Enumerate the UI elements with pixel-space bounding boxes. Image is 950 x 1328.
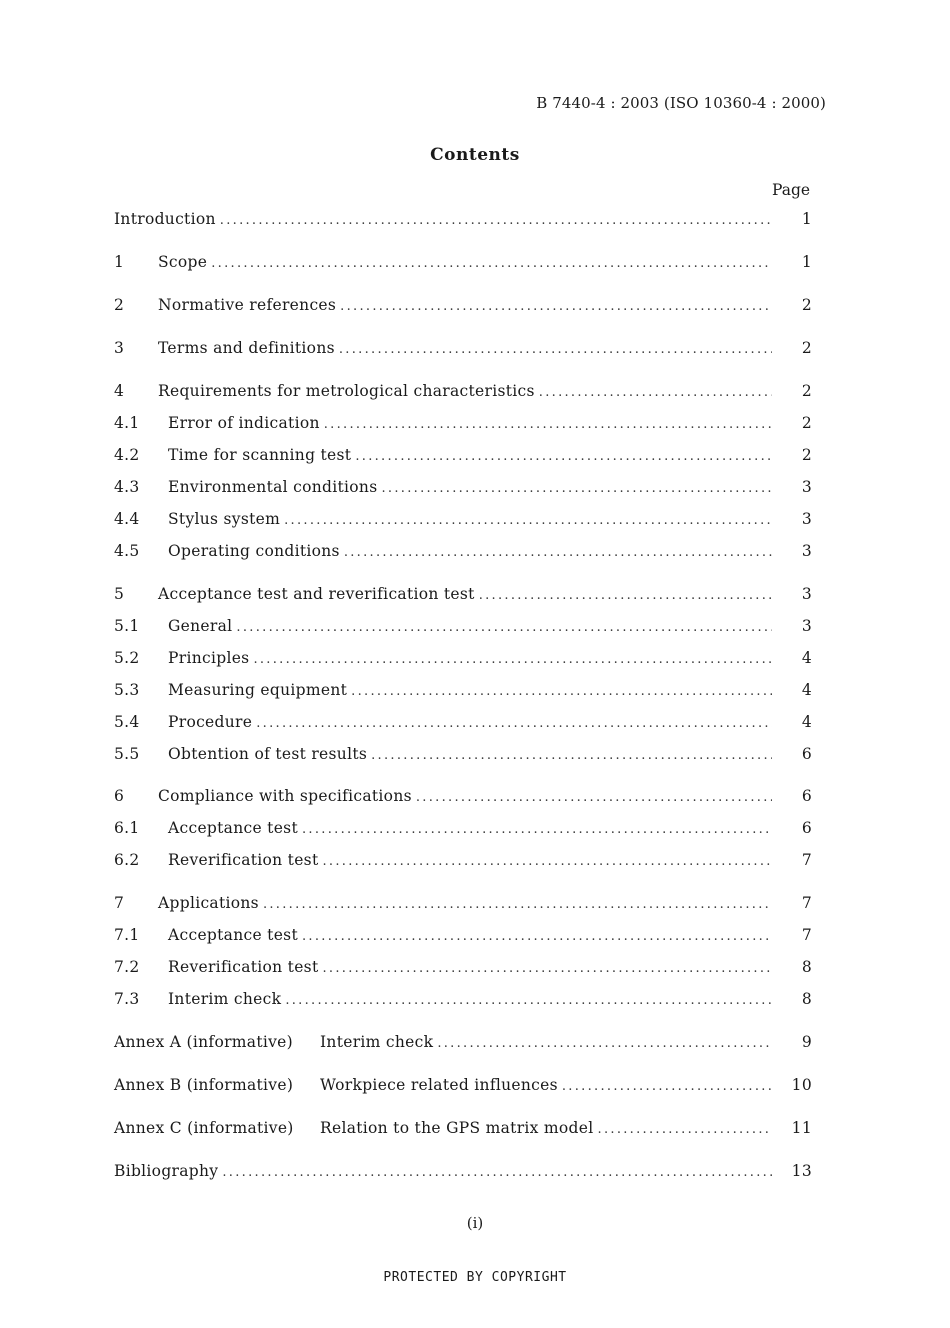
toc-entry-reverification-test[interactable] [114,851,812,873]
toc-section-number: 1 [114,253,125,271]
dot-leader [381,481,772,496]
toc-entry-compliance[interactable] [114,787,812,809]
toc-page-number: 3 [801,617,812,635]
dot-leader [256,716,772,731]
dot-leader [263,897,772,912]
dot-leader [371,748,772,763]
toc-annex-label: Annex A (informative) [114,1033,293,1051]
toc-entry-title: Obtention of test results [168,745,368,763]
toc-page-number: 3 [801,478,812,496]
toc-entry-title: Interim check [320,1033,434,1051]
toc-page-number: 11 [791,1119,812,1137]
dot-leader [416,790,772,805]
toc-entry-title: Normative references [158,296,337,314]
toc-entry-acceptance-and-reverification[interactable] [114,585,812,607]
dot-leader [302,929,772,944]
toc-page-number: 2 [801,296,812,314]
toc-section-number: 7.2 [114,958,140,976]
toc-entry-requirements[interactable] [114,382,812,404]
toc-entry-title: General [168,617,233,635]
toc-section-number: 4.3 [114,478,140,496]
toc-entry-reverification-test[interactable] [114,958,812,980]
toc-page-number: 2 [801,446,812,464]
dot-leader [339,342,772,357]
toc-page-number: 7 [801,926,812,944]
toc-entry-annex-c[interactable] [114,1119,812,1141]
dot-leader [211,256,772,271]
toc-page-number: 2 [801,339,812,357]
toc-page-number: 4 [801,649,812,667]
toc-entry-error-of-indication[interactable] [114,414,812,436]
toc-entry-title: Procedure [168,713,253,731]
page-column-label: Page [772,181,811,199]
dot-leader [322,854,772,869]
toc-entry-title: Environmental conditions [168,478,378,496]
toc-entry-title: Reverification test [168,958,319,976]
toc-entry-title: Reverification test [168,851,319,869]
toc-entry-time-for-scanning-test[interactable] [114,446,812,468]
toc-entry-stylus-system[interactable] [114,510,812,532]
toc-page-number: 4 [801,681,812,699]
toc-entry-general[interactable] [114,617,812,639]
toc-section-number: 6.2 [114,851,140,869]
dot-leader [437,1036,772,1051]
dot-leader [322,961,772,976]
toc-entry-title: Applications [158,894,259,912]
dot-leader [340,299,772,314]
toc-section-number: 5.1 [114,617,140,635]
toc-entry-title: Requirements for metrological characteristics [158,382,535,400]
toc-page-number: 2 [801,382,812,400]
document-header-reference: B 7440-4 : 2003 (ISO 10360-4 : 2000) [536,94,826,112]
dot-leader [324,417,772,432]
dot-leader [344,545,772,560]
toc-entry-annex-a[interactable] [114,1033,812,1055]
toc-page-number: 9 [801,1033,812,1051]
toc-section-number: 7.1 [114,926,140,944]
toc-page-number: 3 [801,510,812,528]
toc-entry-title: Compliance with specifications [158,787,412,805]
toc-entry-environmental-conditions[interactable] [114,478,812,500]
dot-leader [479,588,772,603]
toc-page-number: 10 [791,1076,812,1094]
toc-entry-operating-conditions[interactable] [114,542,812,564]
toc-section-number: 4.5 [114,542,140,560]
toc-entry-normative-references[interactable] [114,296,812,318]
toc-section-number: 4.2 [114,446,140,464]
toc-section-number: 4 [114,382,125,400]
dot-leader [236,620,772,635]
toc-page-number: 1 [801,253,812,271]
toc-page-number: 2 [801,414,812,432]
toc-section-number: 5.4 [114,713,140,731]
toc-section-number: 5.3 [114,681,140,699]
toc-section-number: 4.1 [114,414,140,432]
toc-section-number: 7 [114,894,125,912]
toc-entry-terms-and-definitions[interactable] [114,339,812,361]
toc-section-number: 5.5 [114,745,140,763]
dot-leader [355,449,772,464]
copyright-notice: PROTECTED BY COPYRIGHT [383,1270,567,1285]
toc-entry-principles[interactable] [114,649,812,671]
toc-entry-introduction[interactable] [114,210,812,232]
toc-annex-label: Annex C (informative) [114,1119,294,1137]
toc-page-number: 7 [801,894,812,912]
toc-section-number: 3 [114,339,125,357]
toc-entry-title: Time for scanning test [168,446,352,464]
toc-annex-label: Annex B (informative) [114,1076,294,1094]
toc-page-number: 4 [801,713,812,731]
dot-leader [302,822,772,837]
dot-leader [253,652,772,667]
toc-entry-procedure[interactable] [114,713,812,735]
toc-section-number: 7.3 [114,990,140,1008]
dot-leader [285,993,772,1008]
toc-entry-title: Operating conditions [168,542,340,560]
toc-entry-applications[interactable] [114,894,812,916]
dot-leader [598,1122,772,1137]
toc-entry-title: Introduction [114,210,216,228]
toc-entry-title: Terms and definitions [158,339,335,357]
dot-leader [539,385,772,400]
toc-section-number: 2 [114,296,125,314]
toc-page-number: 1 [801,210,812,228]
toc-entry-title: Relation to the GPS matrix model [320,1119,594,1137]
toc-section-number: 5 [114,585,125,603]
toc-page-number: 6 [801,745,812,763]
dot-leader [562,1079,772,1094]
toc-page-number: 7 [801,851,812,869]
toc-entry-title: Principles [168,649,250,667]
toc-entry-title: Acceptance test [168,926,298,944]
toc-page-number: 6 [801,819,812,837]
toc-entry-bibliography[interactable] [114,1162,812,1184]
toc-entry-acceptance-test[interactable] [114,819,812,841]
toc-entry-title: Bibliography [114,1162,219,1180]
toc-entry-scope[interactable] [114,253,812,275]
toc-entry-title: Acceptance test and reverification test [158,585,475,603]
toc-entry-measuring-equipment[interactable] [114,681,812,703]
toc-entry-title: Error of indication [168,414,320,432]
toc-entry-title: Measuring equipment [168,681,348,699]
toc-entry-title: Acceptance test [168,819,298,837]
toc-entry-title: Stylus system [168,510,281,528]
toc-entry-title: Scope [158,253,208,271]
toc-entry-interim-check[interactable] [114,990,812,1012]
toc-page-number: 3 [801,542,812,560]
dot-leader [222,1165,772,1180]
toc-entry-annex-b[interactable] [114,1076,812,1098]
toc-section-number: 6 [114,787,125,805]
page-folio: (i) [466,1214,484,1232]
toc-page-number: 13 [791,1162,812,1180]
toc-entry-title: Interim check [168,990,282,1008]
toc-page-number: 8 [801,958,812,976]
dot-leader [284,513,772,528]
toc-entry-acceptance-test[interactable] [114,926,812,948]
toc-section-number: 4.4 [114,510,140,528]
toc-page-number: 3 [801,585,812,603]
toc-page-number: 8 [801,990,812,1008]
toc-section-number: 5.2 [114,649,140,667]
toc-section-number: 6.1 [114,819,140,837]
toc-page-number: 6 [801,787,812,805]
dot-leader [351,684,772,699]
page-title: Contents [430,145,520,165]
toc-entry-title: Workpiece related influences [320,1076,558,1094]
toc-entry-obtention-of-test-results[interactable] [114,745,812,767]
dot-leader [220,213,772,228]
